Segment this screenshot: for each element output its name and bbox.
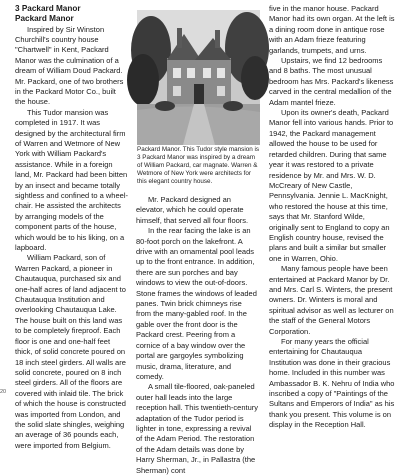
photo-block	[137, 10, 260, 186]
paragraph: Many famous people have been entertained at Packard Manor by Dr. and Mrs. Carl S. Winters, the present owners. Dr. Winters is moral and spiritual advisor as well as lecturer on the staff of the General Motors Corporation.	[269, 264, 394, 336]
photo-caption: Packard Manor. This Tudor style mansion is 3 Packard Manor was inspired by a dream of William Packard, car magnate. Warren & Wetmore of New York were architects for this elegant country house.	[137, 146, 260, 185]
house-photo-image	[137, 10, 260, 145]
paragraph: For many years the official entertaining for Chautauqua Institution was done in their gracious home. Included in this number was Ambassador B. K. Nehru of India who inscribed a copy of "Paintings of the Sultans and Emperors of India" as his thank you present. This volume is on display in the Reception Hall.	[269, 337, 395, 430]
paragraph: This Tudor mansion was completed in 1917. It was designed by the architectural firm of Warren and Wetmore of New York with William Packard's assistance. While in a foreign land, Mr. Packard had been bitten by an insect and became totally sightless and confined to a wheel-chair. He assisted the architects by arranging models of the component parts of the house, which would be to his liking, on a lapboard.	[15, 107, 128, 253]
paragraph: Mr. Packard designed an elevator, which he could operate himself, that served all four floors.	[136, 195, 249, 225]
text-column-1	[15, 4, 128, 451]
text-column-3	[269, 4, 396, 431]
paragraph: Upon its owner's death, Packard Manor fell into various hands. Prior to 1942, the Packard management allowed the house to be used for retarded children. During that same year it was restored to a private residence by Mr. and Mrs. W. D. McCreary of New Castle, Pennsylvania. Jennie L. MacKnight, who restored the house at this time, says that Mr. Stanford Wilde, originally sent to England to copy an English country house, revised the plans and built a similar but smaller one in Warren, Ohio.	[269, 108, 394, 263]
entry-number-title: 3 Packard Manor	[15, 4, 81, 13]
text-column-2	[136, 195, 258, 476]
page-number: 20	[0, 389, 7, 395]
paragraph: Upstairs, we find 12 bedrooms and 8 baths. The most unusual bedroom has Mrs. Packard's likeness carved in the central medallion of the Adam mantel frieze.	[269, 56, 394, 107]
paragraph: William Packard, son of Warren Packard, a pioneer in Chautauqua, purchased six and one-half acres of land adjacent to Chautauqua Institution and overlooking Chautauqua Lake. The house built on this land was to be completely fireproof. Each floor is one and one-half feet thick, of solid concrete poured on 18 inch steel girders. All walls are solid concrete, poured on 8 inch steel girders. All of the floors are covered with inlaid tile. The brick of which the house is constructed was imported from London, and the solid slate shingles, weighing an average of 36 pounds each, were imported from Belgium.	[15, 253, 126, 450]
entry-title: Packard Manor	[15, 14, 74, 23]
paragraph: A small tile-floored, oak-paneled outer hall leads into the large reception hall. This twentieth-century adaptation of the Tudor period is lighter in tone, expressing a revival of the Adam Period. The restoration of the Adam details was done by Harry Sherman, Jr., in Pallastra (the Sherman) cont	[136, 382, 259, 475]
paragraph: Inspired by Sir Winston Churchill's country house "Chartwell" in Kent, Packard Manor was the culmination of a dream of William Doud Packard. Mr. Packard, one of two brothers in the Packard Motor Co., built the house.	[15, 24, 124, 107]
paragraph: five in the manor house. Packard Manor had its own organ. At the left is a dining room done in antique rose with an Adam frieze featuring garlands, trumpets, and urns.	[269, 4, 395, 55]
house-photo	[137, 10, 260, 145]
paragraph: In the rear facing the lake is an 80-foot porch on the lakefront. A drive with an ornamental pool leads up to the front entrance. In addition, there are sun porches and bay windows to view the out-of-doors. Stone frames the windows of leaded panes. Twin brick chimneys rise from the many-gabled roof. In the gable over the front door is the Packard crest. Peering from a cornice of a bay window over the portal are gargoyles symbolizing music, drama, literature, and comedy.	[136, 226, 257, 381]
